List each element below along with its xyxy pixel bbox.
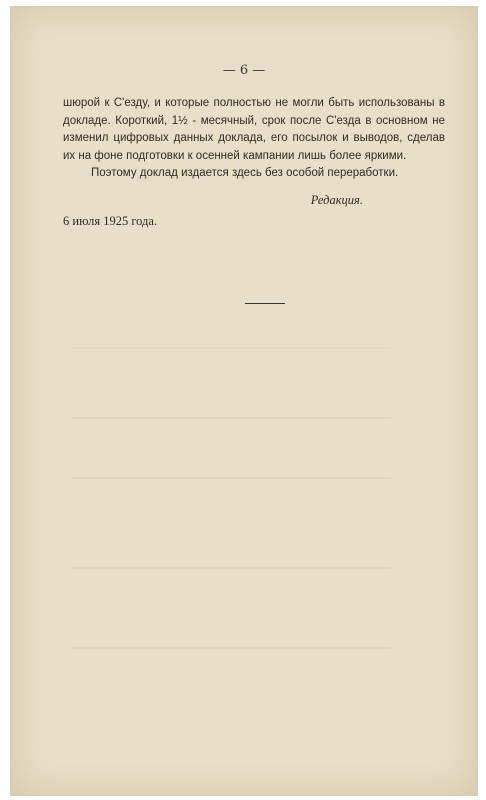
paragraph-continuation: шюрой к С'езду, и которые полностью не могли быть использованы в докладе. Короткий, 1½ - месячный, срок после С'езда в основном не изменил цифровых данных доклада, его посылок и выводов, сделав их на фоне подготовки к осенней кампании лишь более яркими. — [63, 97, 445, 162]
bleed-through-line — [71, 417, 391, 419]
bleed-through-line — [71, 567, 391, 569]
page-number: — 6 — — [222, 63, 266, 78]
editor-signature: Редакция. — [310, 192, 363, 207]
section-divider — [245, 303, 285, 304]
paragraph-note: Поэтому доклад издается здесь без особой переработки. — [91, 167, 399, 179]
bleed-through-line — [71, 647, 391, 649]
bleed-through-line — [71, 477, 391, 479]
bleed-through-line — [71, 347, 391, 349]
date-line: 6 июля 1925 года. — [63, 214, 158, 228]
main-text — [63, 95, 445, 231]
book-page — [10, 6, 478, 796]
